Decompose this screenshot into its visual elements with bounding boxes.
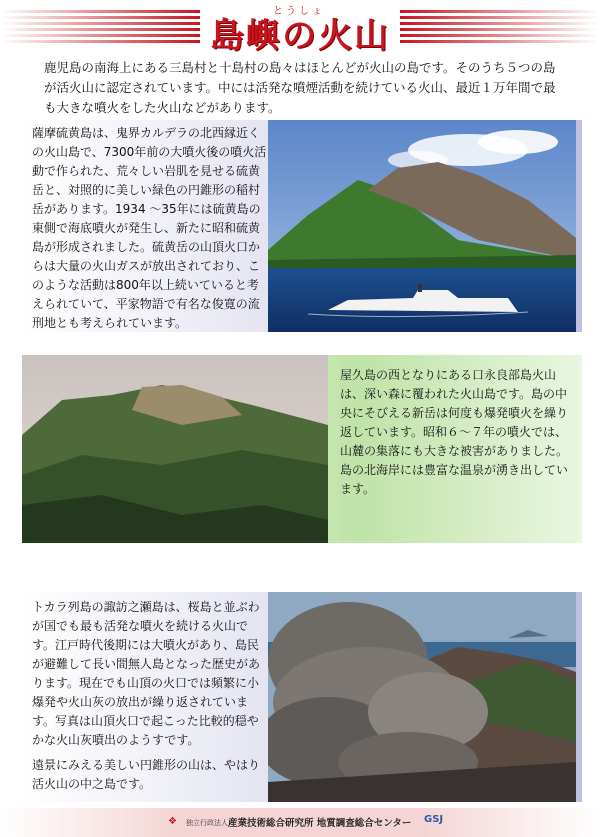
section-3-paragraph-1: トカラ列島の諏訪之瀬島は、桜島と並ぶわが国でも最も活発な噴火を続ける火山です。江戸時代後期には大噴火があり、島民が避難して長い間無人島となった歴史があります。現在でも山頂の火口では頻繁に小爆発や火山灰の放出が繰り返されています。写真は山頂火口で起こった比較的穏やかな火山灰噴出のようすです。 xyxy=(32,600,261,747)
section-2-text: 屋久島の西となりにある口永良部島火山は、深い森に覆われた火山島です。島の中央にそびえる新岳は何度も爆発噴火を繰り返しています。昭和６～７年の噴火では、山麓の集落にも大きな被害がありました。島の北海岸には豊富な温泉が湧き出しています。 xyxy=(340,368,569,496)
header-stripes-right xyxy=(400,10,600,46)
ash-eruption-photo xyxy=(268,592,576,802)
intro-text: 鹿児島の南海上にある三島村と十島村の島々はほとんどが火山の島です。そのうち５つの島が活火山に認定されています。中には活発な噴煙活動を続けている火山、最近１万年間で最も大きな噴火をした火山などがあります。 xyxy=(44,60,556,115)
section-3-text xyxy=(32,598,268,800)
footer-organization: 産業技術総合研究所 地質調査総合センター xyxy=(228,818,412,829)
page-header xyxy=(185,0,415,56)
footer-prefix: 独立行政法人 xyxy=(186,819,228,827)
section-1-text: 薩摩硫黄島は、鬼界カルデラの北西縁近くの火山島で、7300年前の大噴火後の噴火活動で作られた、荒々しい岩肌を見せる硫黄岳と、対照的に美しい緑色の円錐形の稲村岳があります。1934 ～35年には硫黄島の東側で海底噴火が発生し、新たに昭和硫黄島が形成されました。硫黄岳の山頂火口からは大量の火山ガスが放出されており、このような活動は800年以上続いていると考えられていて、平家物語で有名な俊寛の流刑地とも考えられています。 xyxy=(32,126,267,330)
header-stripes-left xyxy=(0,10,200,46)
section-3-paragraph-2: 遠景にみえる美しい円錐形の山は、やはり活火山の中之島です。 xyxy=(32,758,261,791)
gsj-logo-icon: GSJ xyxy=(424,814,444,825)
title-ruby: とうしょ xyxy=(273,6,325,17)
aist-logo-icon: ❖ xyxy=(168,816,177,827)
forest-volcano-photo xyxy=(22,355,328,543)
island-ferry-photo xyxy=(268,120,576,332)
page-title: 島嶼の火山 xyxy=(210,16,390,56)
